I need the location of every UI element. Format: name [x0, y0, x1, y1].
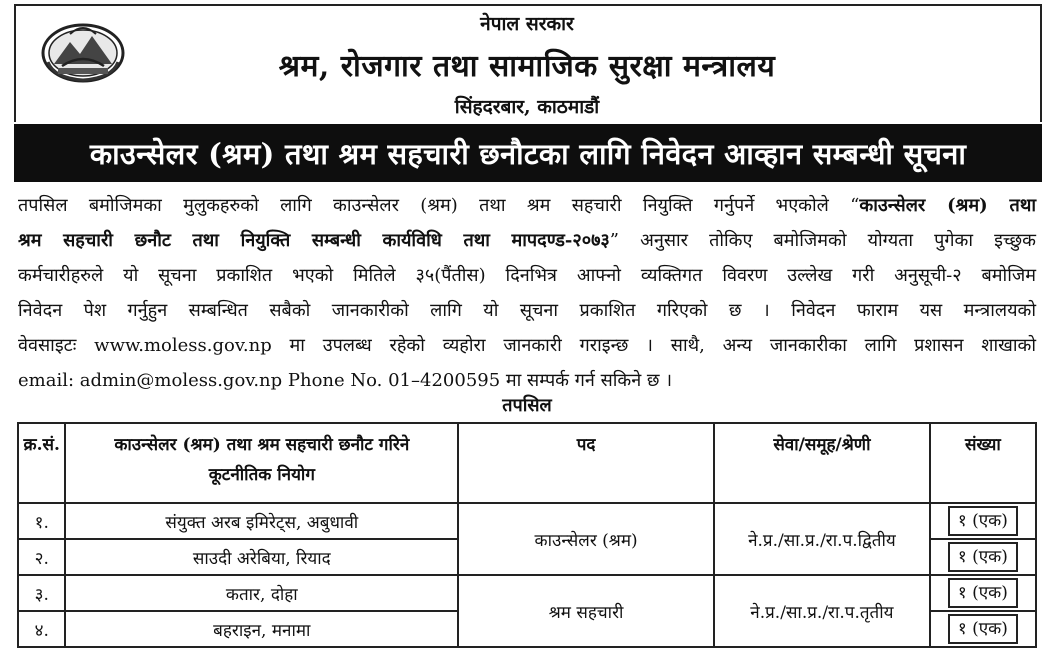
group-seva: ने.प्र./सा.प्र./रा.प.तृतीय — [714, 575, 930, 647]
body-line-2: श्रम सहचारी छनौट तथा नियुक्ति सम्बन्धी कार्यविधि तथा मापदण्ड-२०७३” अनुसार तोकिए बमोजिमको योग्यता पुगेका इच्छुक — [18, 230, 1036, 251]
table-title: तपसिल — [502, 395, 552, 416]
row-sn: १. — [18, 503, 65, 539]
header-seva: सेवा/समूह/श्रेणी — [714, 423, 930, 503]
row-count: १ (एक) — [930, 539, 1036, 575]
header-pad: पद — [458, 423, 714, 503]
body-line-3: कर्मचारीहरुले यो सूचना प्रकाशित भएको मितिले ३५(पैंतीस) दिनभित्र आफ्नो व्यक्तिगत विवरण उल्लेख गरी अनुसूची-२ बमोजिम — [18, 265, 1036, 286]
body-line-1: तपसिल बमोजिमका मुलुकहरुको लागि काउन्सेलर (श्रम) तथा श्रम सहचारी नियुक्ति गर्नुपर्ने भएकोले “काउन्सेलर (श्रम) तथा — [18, 195, 1036, 216]
row-sn: २. — [18, 539, 65, 575]
header-post: काउन्सेलर (श्रम) तथा श्रम सहचारी छनौट गरिने कूटनीतिक नियोग — [65, 423, 458, 503]
row-count: १ (एक) — [930, 611, 1036, 647]
body-line-4: निवेदन पेश गर्नुहुन सम्बन्धित सबैको जानकारीको लागि यो सूचना प्रकाशित गरिएको छ । निवेदन फाराम यस मन्त्रालयको — [18, 300, 1036, 321]
row-count: १ (एक) — [930, 575, 1036, 611]
table-header-row — [18, 423, 1036, 503]
header-sn: क्र.सं. — [18, 423, 65, 503]
notice-title: काउन्सेलर (श्रम) तथा श्रम सहचारी छनौटका लागि निवेदन आव्हान सम्बन्धी सूचना — [89, 136, 967, 171]
row-post: कतार, दोहा — [65, 575, 458, 611]
group-seva: ने.प्र./सा.प्र./रा.प.द्वितीय — [714, 503, 930, 575]
group-pad: काउन्सेलर (श्रम) — [458, 503, 714, 575]
row-post: संयुक्त अरब इमिरेट्स, अबुधावी — [65, 503, 458, 539]
row-sn: ३. — [18, 575, 65, 611]
table-row — [18, 503, 1036, 539]
body-line-6: email: admin@moless.gov.np Phone No. 01–4200595 मा सम्पर्क गर्न सकिने छ । — [18, 370, 673, 391]
header-sankhya: संख्या — [930, 423, 1036, 503]
table-row — [18, 575, 1036, 611]
notice-title-banner — [14, 124, 1042, 182]
ministry-address: सिंहदरबार, काठमाडौं — [454, 96, 600, 118]
notice-body — [18, 188, 1036, 398]
row-sn: ४. — [18, 611, 65, 647]
details-table — [17, 422, 1037, 648]
ministry-name: श्रम, रोजगार तथा सामाजिक सुरक्षा मन्त्रालय — [278, 49, 776, 84]
row-post: बहराइन, मनामा — [65, 611, 458, 647]
body-line-5: वेवसाइटः www.moless.gov.np मा उपलब्ध रहेको व्यहोरा जानकारी गराइन्छ । साथै, अन्य जानकारीका लागि प्रशासन शाखाको — [18, 335, 1036, 356]
group-pad: श्रम सहचारी — [458, 575, 714, 647]
government-name: नेपाल सरकार — [480, 13, 574, 35]
row-count: १ (एक) — [930, 503, 1036, 539]
row-post: साउदी अरेबिया, रियाद — [65, 539, 458, 575]
